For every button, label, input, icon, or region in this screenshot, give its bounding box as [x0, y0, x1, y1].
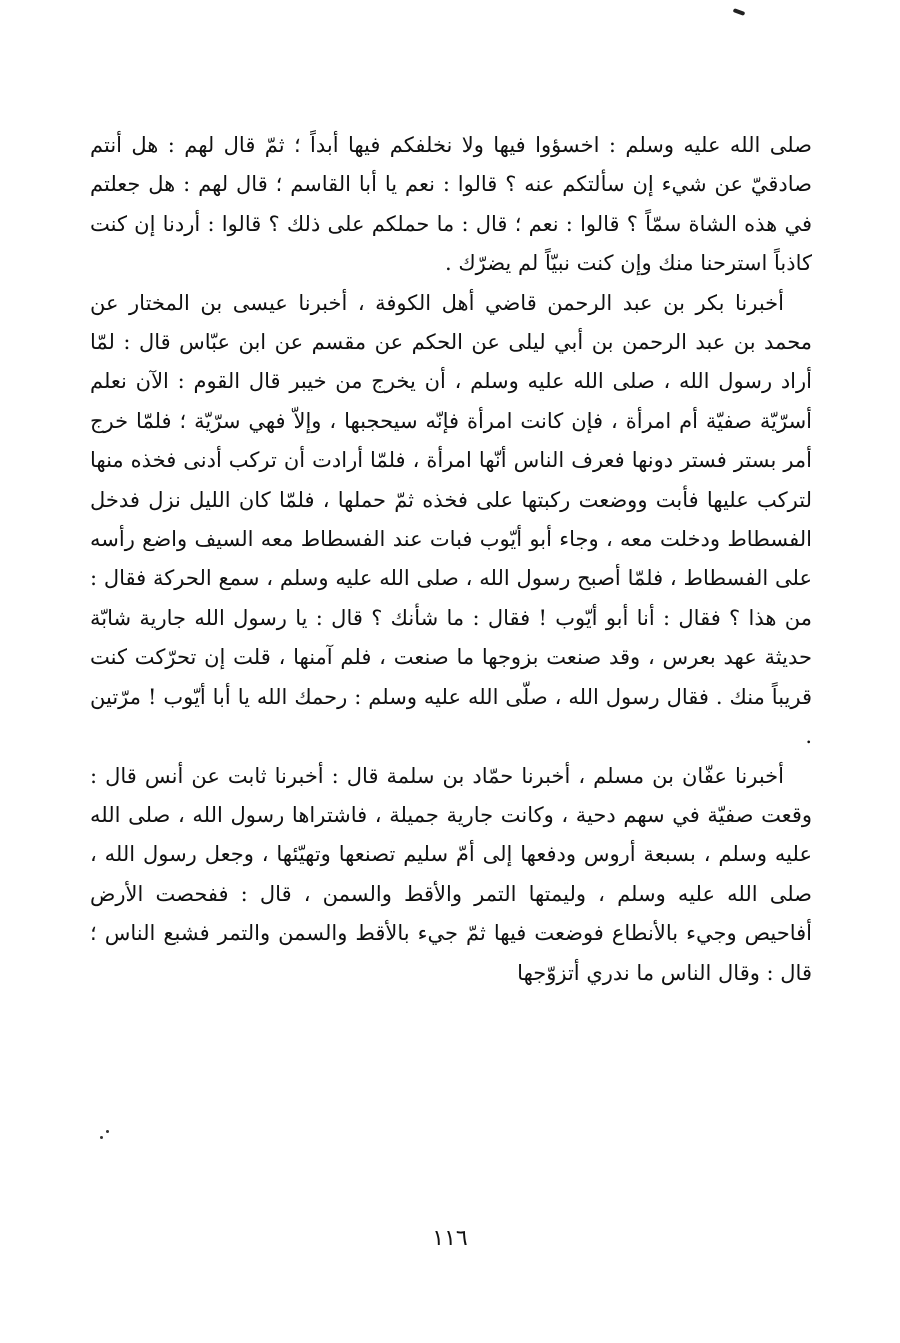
scan-mark: [733, 8, 746, 16]
scan-dot: [106, 1130, 109, 1133]
paragraph: أخبرنا بكر بن عبد الرحمن قاضي أهل الكوفة ، أخبرنا عيسى بن المختار عن محمد بن عبد الرحمن بن أبي ليلى عن الحكم عن مقسم عن ابن عبّاس قال : لمّا أراد رسول الله ، صلى الله عليه وسلم ، أن يخرج من خيبر قال القوم : الآن نعلم أسرّيّة صفيّة أم امرأة ، فإن كانت امرأة فإنّه سيحجبها ، وإلاّ فهي سرّيّة ؛ فلمّا خرج أمر بستر فستر دونها فعرف الناس أنّها امرأة ، فلمّا أرادت أن تركب أدنى فخذه منها لتركب عليها فأبت ووضعت ركبتها على فخذه ثمّ حملها ، فلمّا كان الليل نزل فدخل الفسطاط ودخلت معه ، وجاء أبو أيّوب فبات عند الفسطاط معه السيف واضع رأسه على الفسطاط ، فلمّا أصبح رسول الله ، صلى الله عليه وسلم ، سمع الحركة فقال : من هذا ؟ فقال : أنا أبو أيّوب ! فقال : ما شأنك ؟ قال : يا رسول الله جارية شابّة حديثة عهد بعرس ، وقد صنعت بزوجها ما صنعت ، فلم آمنها ، قلت إن تحرّكت كنت قريباً منك . فقال رسول الله ، صلّى الله عليه وسلم : رحمك الله يا أبا أيّوب ! مرّتين .: [90, 290, 812, 749]
page-number: ١١٦: [432, 1226, 468, 1251]
paragraph: صلى الله عليه وسلم : اخسؤوا فيها ولا نخلفكم فيها أبداً ؛ ثمّ قال لهم : هل أنتم صادقيّ عن شيء إن سألتكم عنه ؟ قالوا : نعم يا أبا القاسم ؛ قال لهم : هل جعلتم في هذه الشاة سمّاً ؟ قالوا : نعم ؛ قال : ما حملكم على ذلك ؟ قالوا : أردنا إن كنت كاذباً استرحنا منك وإن كنت نبيّاً لم يضرّك .: [90, 133, 812, 276]
body-text: [90, 126, 812, 993]
scan-dot: [100, 1136, 103, 1139]
paragraph: أخبرنا عفّان بن مسلم ، أخبرنا حمّاد بن سلمة قال : أخبرنا ثابت عن أنس قال : وقعت صفيّة في سهم دحية ، وكانت جارية جميلة ، فاشتراها رسول الله ، صلى الله عليه وسلم ، بسبعة أروس ودفعها إلى أمّ سليم تصنعها وتهيّئها ، وجعل رسول الله ، صلى الله عليه وسلم ، وليمتها التمر والأقط والسمن ، قال : ففحصت الأرض أفاحيص وجيء بالأنطاع فوضعت فيها ثمّ جيء بالأقط والسمن والتمر فشبع الناس ؛ قال : وقال الناس ما ندري أتزوّجها: [90, 763, 812, 985]
